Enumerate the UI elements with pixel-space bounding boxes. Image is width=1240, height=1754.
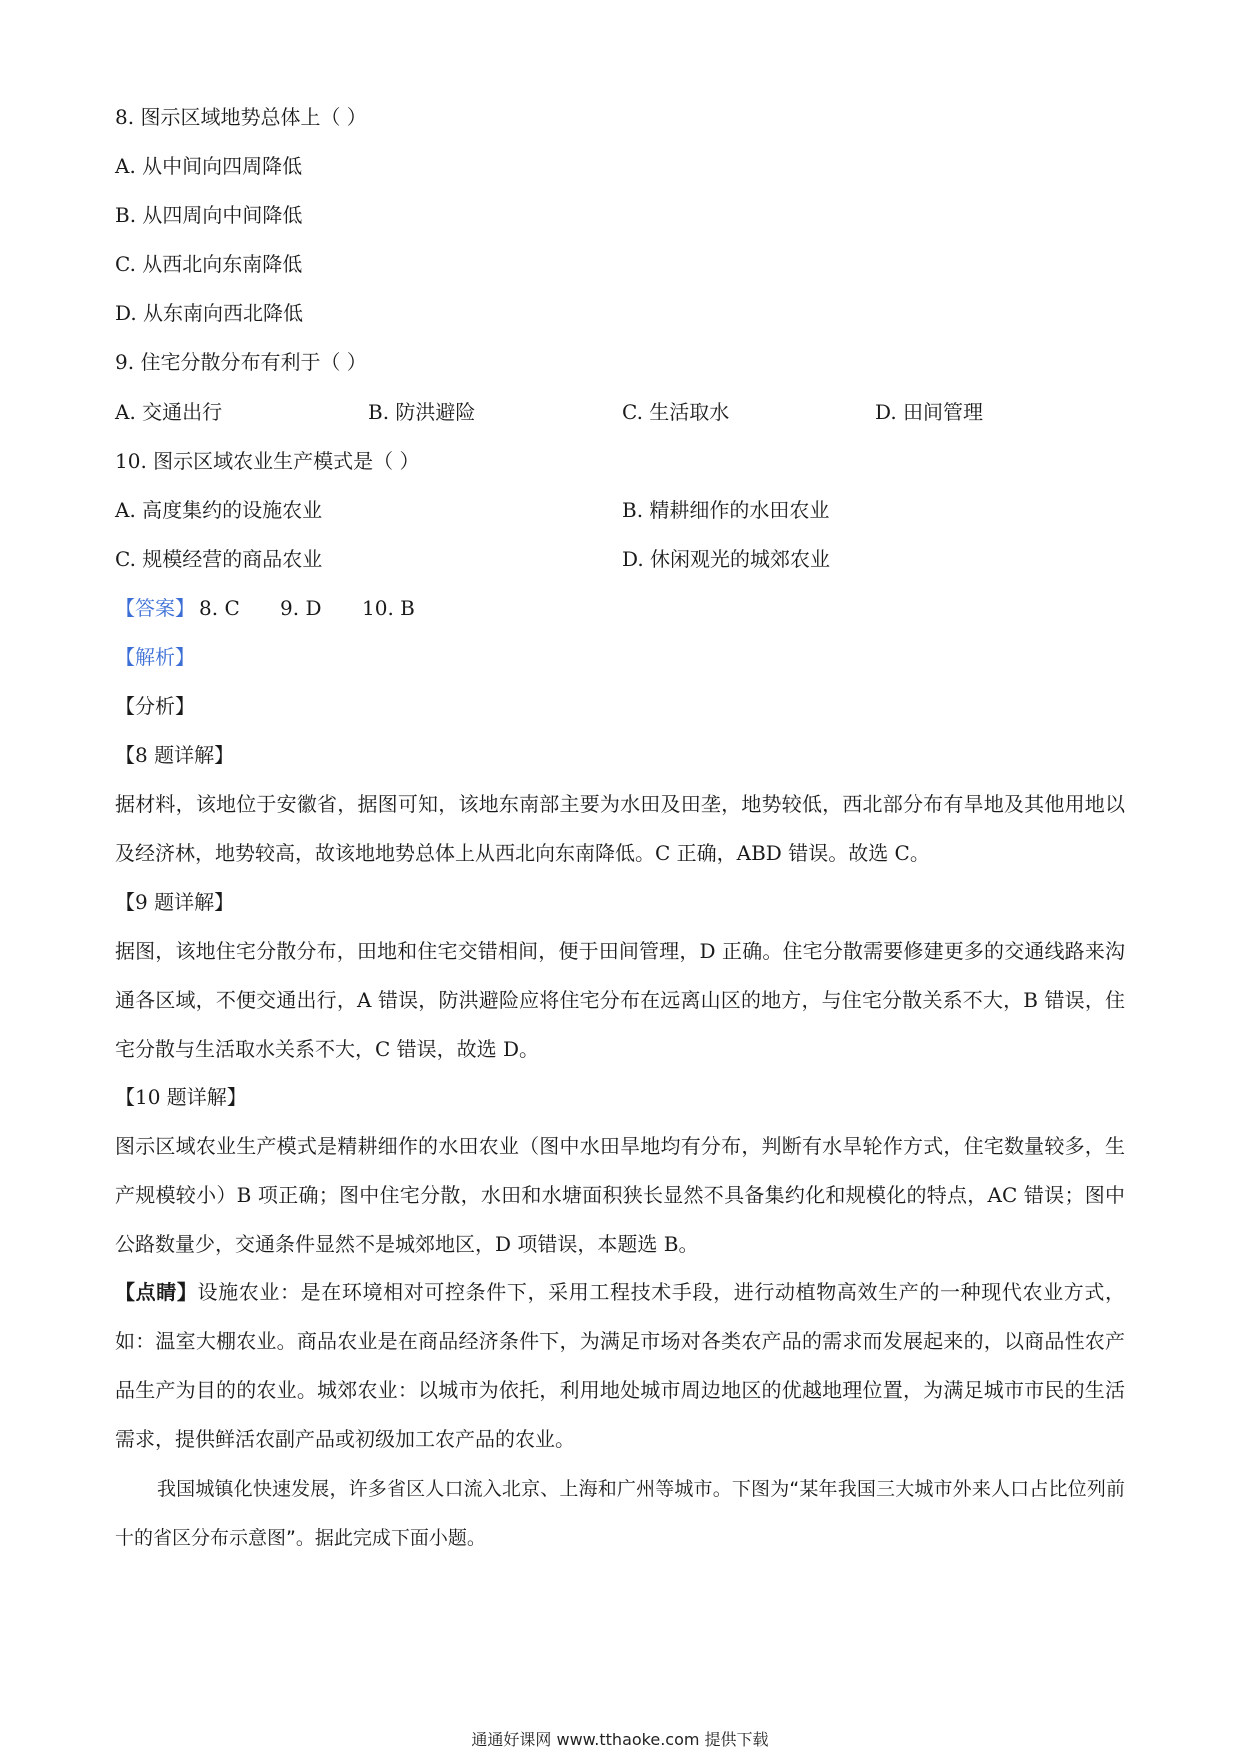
detail9-label: 【9 题详解】	[115, 890, 235, 914]
q10-option-d: D. 休闲观光的城郊农业	[622, 547, 831, 571]
q9-stem: 9. 住宅分散分布有利于（ ）	[115, 350, 367, 374]
dianjing-paragraph	[115, 1268, 1125, 1464]
detail8-label: 【8 题详解】	[115, 743, 235, 767]
q8-option-c: C. 从西北向东南降低	[115, 252, 303, 276]
q9-option-c: C. 生活取水	[622, 400, 730, 424]
answer-row	[115, 594, 1125, 622]
q9-options	[115, 398, 1125, 426]
q10-stem: 10. 图示区域农业生产模式是（ ）	[115, 449, 420, 473]
q9-option-d: D. 田间管理	[875, 400, 984, 424]
q9-option-b: B. 防洪避险	[368, 400, 476, 424]
q10-options-row2	[115, 545, 1125, 573]
fenxi-label: 【分析】	[115, 694, 195, 718]
q10-options-row1	[115, 496, 1125, 524]
answer-10: 10. B	[362, 596, 415, 620]
detail8-text: 据材料，该地位于安徽省，据图可知，该地东南部主要为水田及田垄，地势较低，西北部分布有旱地及其他用地以及经济林，地势较高，故该地地势总体上从西北向东南降低。C 正确，ABD 错误。故选 C。	[115, 792, 1125, 865]
page-footer: 通通好课网 www.tthaoke.com 提供下载	[471, 1730, 769, 1749]
detail10-text: 图示区域农业生产模式是精耕细作的水田农业（图中水田旱地均有分布，判断有水旱轮作方式，住宅数量较多，生产规模较小）B 项正确；图中住宅分散，水田和水塘面积狭长显然不具备集约化和规模化的特点，AC 错误；图中公路数量少，交通条件显然不是城郊地区，D 项错误，本题选 B。	[115, 1134, 1125, 1256]
answer-8: 8. C	[199, 596, 240, 620]
detail10-label: 【10 题详解】	[115, 1085, 247, 1109]
answer-9: 9. D	[280, 596, 322, 620]
q8-stem: 8. 图示区域地势总体上（ ）	[115, 105, 367, 129]
q10-option-b: B. 精耕细作的水田农业	[622, 498, 830, 522]
q8-option-b: B. 从四周向中间降低	[115, 203, 303, 227]
dianjing-label: 【点睛】	[115, 1280, 198, 1304]
q10-option-c: C. 规模经营的商品农业	[115, 547, 323, 571]
q8-option-d: D. 从东南向西北降低	[115, 301, 304, 325]
dianjing-text: 设施农业：是在环境相对可控条件下，采用工程技术手段，进行动植物高效生产的一种现代农业方式，如：温室大棚农业。商品农业是在商品经济条件下，为满足市场对各类农产品的需求而发展起来的，以商品性农产品生产为目的的农业。城郊农业：以城市为依托，利用地处城市周边地区的优越地理位置，为满足城市市民的生活需求，提供鲜活农副产品或初级加工农产品的农业。	[115, 1280, 1125, 1451]
analysis-label: 【解析】	[115, 645, 195, 669]
q8-option-a: A. 从中间向四周降低	[115, 154, 303, 178]
q10-option-a: A. 高度集约的设施农业	[115, 498, 323, 522]
q9-option-a: A. 交通出行	[115, 400, 223, 424]
intro-paragraph: 我国城镇化快速发展，许多省区人口流入北京、上海和广州等城市。下图为“某年我国三大城市外来人口占比位列前十的省区分布示意图”。据此完成下面小题。	[115, 1478, 1125, 1549]
detail9-text: 据图，该地住宅分散分布，田地和住宅交错相间，便于田间管理，D 正确。住宅分散需要修建更多的交通线路来沟通各区域，不便交通出行，A 错误，防洪避险应将住宅分布在远离山区的地方，与住宅分散关系不大，B 错误，住宅分散与生活取水关系不大，C 错误，故选 D。	[115, 939, 1125, 1061]
answer-label: 【答案】	[115, 596, 195, 620]
